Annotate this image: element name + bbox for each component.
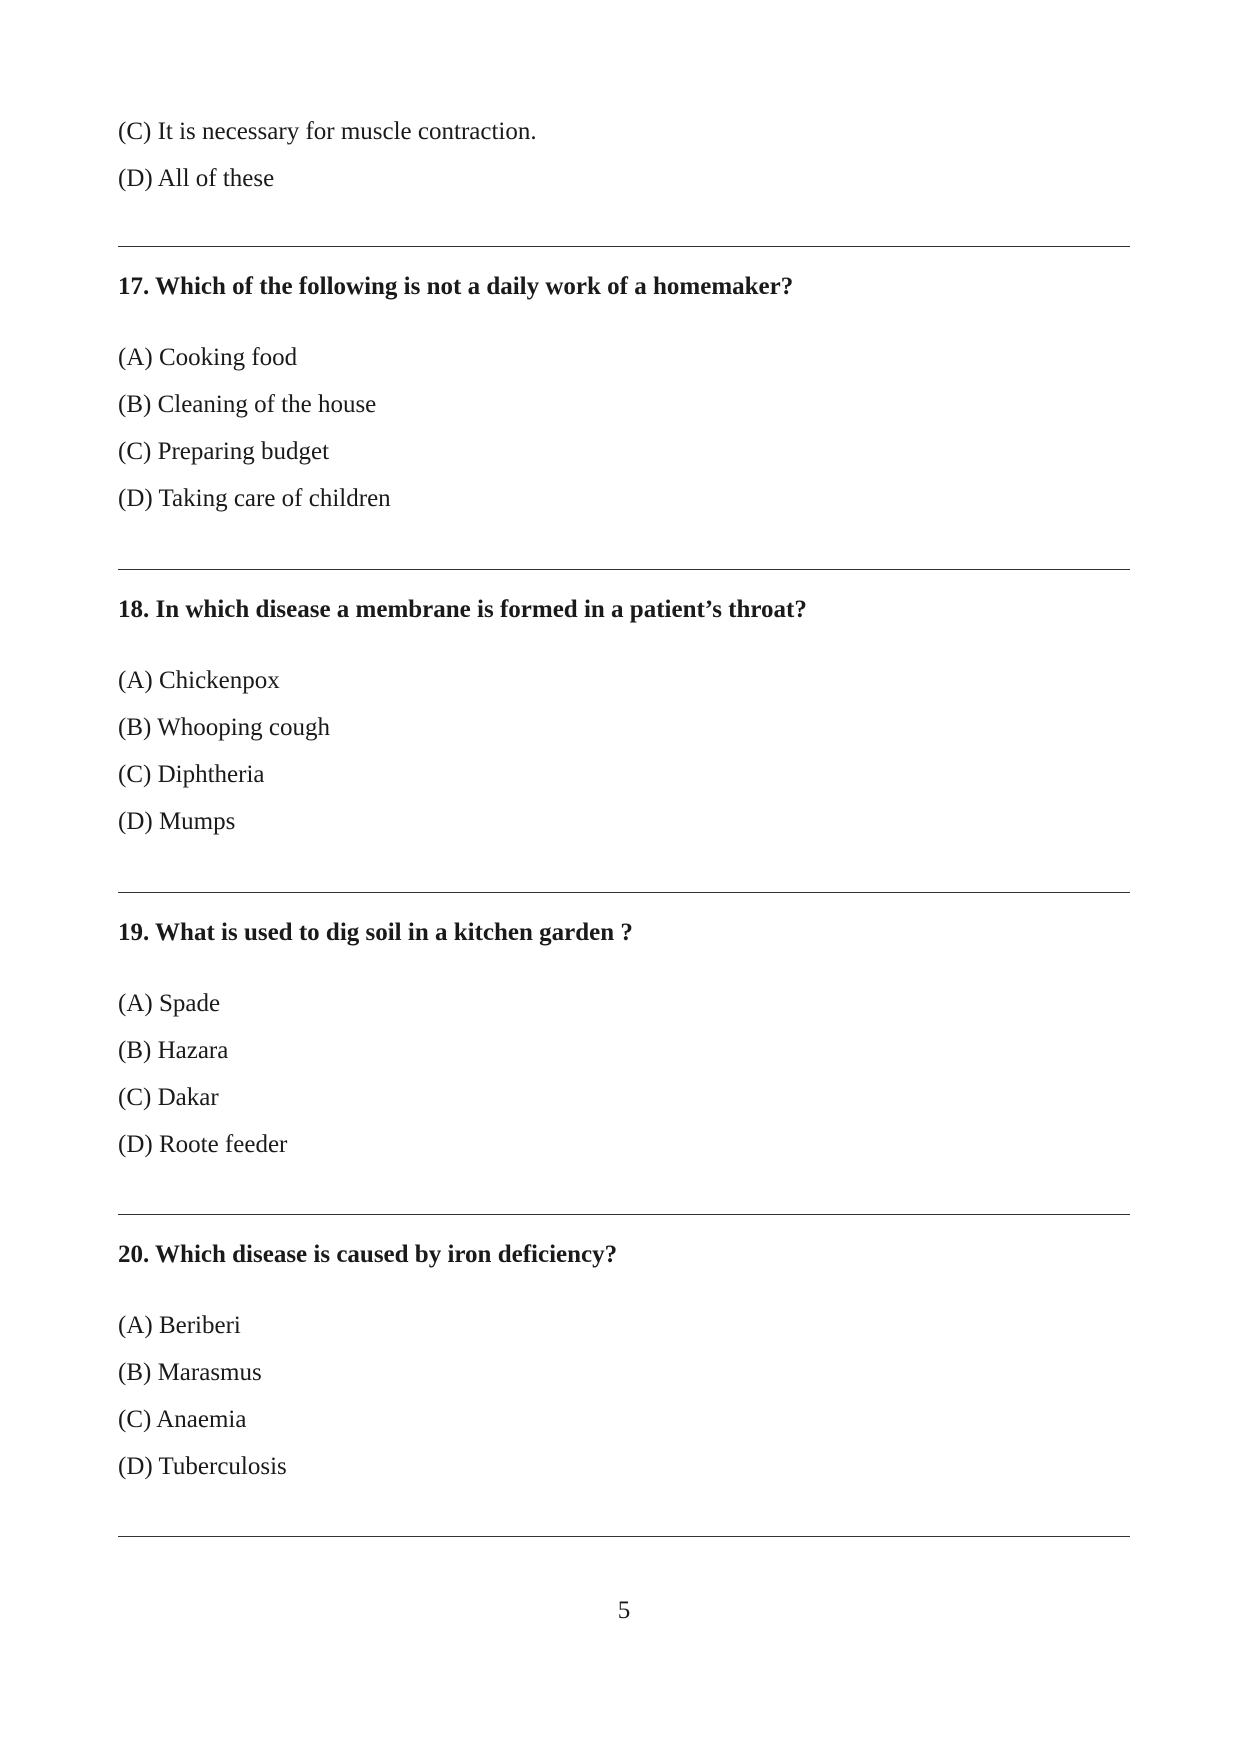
question-19-text: 19. What is used to dig soil in a kitchen garden ? xyxy=(118,919,633,946)
question-20-option-c: (C) Anaemia xyxy=(118,1406,247,1433)
question-20-option-d: (D) Tuberculosis xyxy=(118,1453,287,1480)
question-17-option-c: (C) Preparing budget xyxy=(118,438,330,465)
carryover-option-c: (C) It is necessary for muscle contraction. xyxy=(118,118,537,145)
divider-rule xyxy=(118,246,1130,247)
question-19-option-b: (B) Hazara xyxy=(118,1037,229,1064)
carryover-option-d: (D) All of these xyxy=(118,165,275,192)
question-17-text: 17. Which of the following is not a daily work of a homemaker? xyxy=(118,273,794,300)
divider-rule xyxy=(118,569,1130,570)
question-18-option-d: (D) Mumps xyxy=(118,808,236,835)
page-number: 5 xyxy=(617,1597,631,1624)
document-page xyxy=(118,0,1130,1754)
divider-rule xyxy=(118,1536,1130,1537)
question-17-option-d: (D) Taking care of children xyxy=(118,485,391,512)
question-18-option-c: (C) Diphtheria xyxy=(118,761,265,788)
question-20-text: 20. Which disease is caused by iron deficiency? xyxy=(118,1241,618,1268)
question-19-option-a: (A) Spade xyxy=(118,990,221,1017)
question-18-option-a: (A) Chickenpox xyxy=(118,667,280,694)
question-17-option-b: (B) Cleaning of the house xyxy=(118,391,377,418)
question-19-option-d: (D) Roote feeder xyxy=(118,1131,288,1158)
question-17-option-a: (A) Cooking food xyxy=(118,344,298,371)
question-20-option-b: (B) Marasmus xyxy=(118,1359,262,1386)
question-18-text: 18. In which disease a membrane is formed in a patient’s throat? xyxy=(118,596,807,623)
question-20-option-a: (A) Beriberi xyxy=(118,1312,241,1339)
question-19-option-c: (C) Dakar xyxy=(118,1084,219,1111)
divider-rule xyxy=(118,1214,1130,1215)
divider-rule xyxy=(118,892,1130,893)
question-18-option-b: (B) Whooping cough xyxy=(118,714,331,741)
